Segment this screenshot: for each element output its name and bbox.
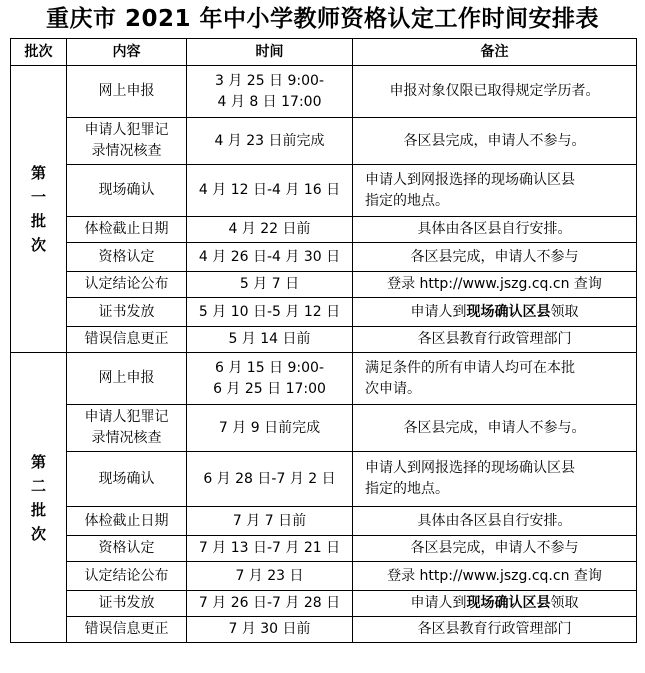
cell-time: 3 月 25 日 9:00- 4 月 8 日 17:00 <box>187 66 353 118</box>
cell-note: 登录 http://www.jszg.cq.cn 查询 <box>353 562 637 591</box>
table-body <box>11 66 637 643</box>
cell-content: 申请人犯罪记 录情况核查 <box>67 405 187 452</box>
table-row <box>11 66 637 118</box>
cell-content: 体检截止日期 <box>67 507 187 536</box>
cell-note: 申请人到网报选择的现场确认区县 指定的地点。 <box>353 165 637 217</box>
cell-note: 各区县完成，申请人不参与 <box>353 536 637 562</box>
cell-time: 4 月 23 日前完成 <box>187 118 353 165</box>
table-row <box>11 165 637 217</box>
table-row <box>11 536 637 562</box>
note-text: 申请人到 <box>410 303 467 320</box>
cell-note: 各区县教育行政管理部门 <box>353 327 637 353</box>
batch-label <box>11 66 67 353</box>
cell-time: 7 月 9 日前完成 <box>187 405 353 452</box>
table-row <box>11 118 637 165</box>
note-text: 领取 <box>550 303 579 320</box>
table-row <box>11 405 637 452</box>
batch-label-char: 批 <box>30 500 46 519</box>
table-row <box>11 217 637 243</box>
header-note: 备注 <box>353 39 637 66</box>
cell-content: 认定结论公布 <box>67 272 187 298</box>
table-row <box>11 591 637 617</box>
cell-time: 6 月 28 日-7 月 2 日 <box>187 452 353 507</box>
batch-label <box>11 353 67 643</box>
cell-content: 网上申报 <box>67 353 187 405</box>
batch-label-char: 批 <box>30 212 46 230</box>
batch-label-char: 一 <box>30 188 46 206</box>
cell-note: 申报对象仅限已取得规定学历者。 <box>353 66 637 118</box>
table-row <box>11 327 637 353</box>
table-row <box>11 562 637 591</box>
cell-note: 申请人到网报选择的现场确认区县 指定的地点。 <box>353 452 637 507</box>
cell-content: 错误信息更正 <box>67 617 187 643</box>
table-row <box>11 298 637 327</box>
header-content: 内容 <box>67 39 187 66</box>
cell-note: 具体由各区县自行安排。 <box>353 217 637 243</box>
cell-time: 4 月 22 日前 <box>187 217 353 243</box>
batch-label-char: 次 <box>30 236 46 254</box>
cell-content: 申请人犯罪记 录情况核查 <box>67 118 187 165</box>
header-row <box>11 39 637 66</box>
batch-label-char: 次 <box>30 524 46 543</box>
cell-note: 各区县教育行政管理部门 <box>353 617 637 643</box>
cell-note: 各区县完成，申请人不参与。 <box>353 405 637 452</box>
cell-content: 网上申报 <box>67 66 187 118</box>
cell-time: 7 月 13 日-7 月 21 日 <box>187 536 353 562</box>
table-row <box>11 507 637 536</box>
cell-time: 5 月 10 日-5 月 12 日 <box>187 298 353 327</box>
cell-content: 现场确认 <box>67 165 187 217</box>
cell-content: 现场确认 <box>67 452 187 507</box>
page-title: 重庆市 2021 年中小学教师资格认定工作时间安排表 <box>45 6 600 32</box>
batch-label-char: 第 <box>30 164 46 182</box>
cell-content: 资格认定 <box>67 243 187 272</box>
cell-time: 7 月 26 日-7 月 28 日 <box>187 591 353 617</box>
note-emphasis: 现场确认区县 <box>466 595 551 611</box>
table-row <box>11 617 637 643</box>
table-row <box>11 243 637 272</box>
cell-time: 7 月 30 日前 <box>187 617 353 643</box>
cell-time: 7 月 7 日前 <box>187 507 353 536</box>
cell-content: 认定结论公布 <box>67 562 187 591</box>
cell-time: 5 月 14 日前 <box>187 327 353 353</box>
cell-content: 证书发放 <box>67 591 187 617</box>
cell-note <box>353 298 637 327</box>
header-time: 时间 <box>187 39 353 66</box>
cell-content: 体检截止日期 <box>67 217 187 243</box>
schedule-table <box>10 38 637 643</box>
note-text: 领取 <box>550 595 579 611</box>
cell-content: 资格认定 <box>67 536 187 562</box>
cell-note: 满足条件的所有申请人均可在本批 次申请。 <box>353 353 637 405</box>
cell-time: 4 月 26 日-4 月 30 日 <box>187 243 353 272</box>
table-row <box>11 272 637 298</box>
cell-content: 证书发放 <box>67 298 187 327</box>
cell-time: 6 月 15 日 9:00- 6 月 25 日 17:00 <box>187 353 353 405</box>
cell-time: 4 月 12 日-4 月 16 日 <box>187 165 353 217</box>
cell-note: 登录 http://www.jszg.cq.cn 查询 <box>353 272 637 298</box>
cell-content: 错误信息更正 <box>67 327 187 353</box>
cell-time: 5 月 7 日 <box>187 272 353 298</box>
table-row <box>11 353 637 405</box>
cell-note: 各区县完成，申请人不参与 <box>353 243 637 272</box>
note-emphasis: 现场确认区县 <box>466 303 551 320</box>
batch-label-char: 二 <box>30 476 46 495</box>
batch-label-char: 第 <box>30 452 46 471</box>
table-row <box>11 452 637 507</box>
cell-note: 具体由各区县自行安排。 <box>353 507 637 536</box>
note-text: 申请人到 <box>410 595 467 611</box>
header-batch: 批次 <box>11 39 67 66</box>
cell-note: 各区县完成，申请人不参与。 <box>353 118 637 165</box>
cell-note <box>353 591 637 617</box>
cell-time: 7 月 23 日 <box>187 562 353 591</box>
